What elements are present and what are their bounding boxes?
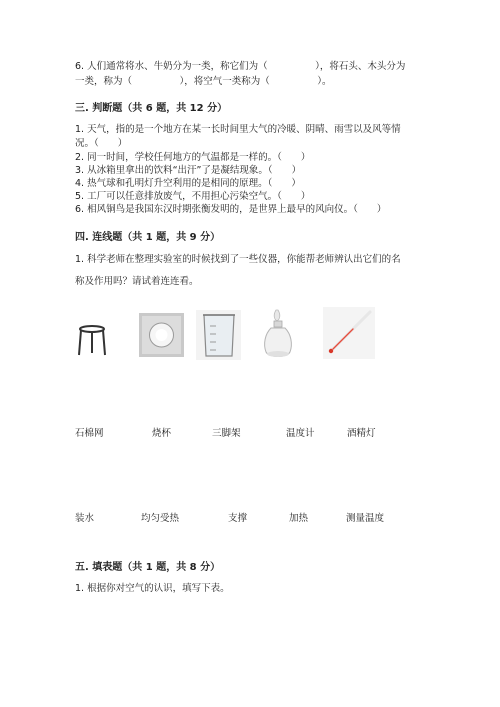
judge-item-1a: 1. 天气，指的是一个地方在某一长时间里大气的冷暖、阴晴、雨雪以及风等情 [75,124,401,135]
judge-item-5: 5. 工厂可以任意排放废气，不用担心污染空气。（ ） [75,191,311,202]
q6-line-2: 一类，称为（ ），将空气一类称为（ ）。 [75,76,332,87]
beaker-image [196,310,241,360]
use-support: 支撑 [228,513,248,524]
section-5-heading: 五. 填表题（共 1 题，共 8 分） [75,562,221,573]
tripod-stand-image [74,322,110,358]
q6-line-1: 6. 人们通常将水、牛奶分为一类，称它们为（ ），将石头、木头分为 [75,61,406,72]
section-4-heading: 四. 连线题（共 1 题，共 9 分） [75,232,221,243]
use-measure-temperature: 测量温度 [346,513,385,524]
judge-item-6: 6. 相风铜鸟是我国东汉时期张衡发明的，是世界上最早的风向仪。（ ） [75,204,387,215]
judge-item-4: 4. 热气球和孔明灯升空利用的是相同的原理。（ ） [75,178,301,189]
use-even-heating: 均匀受热 [141,513,180,524]
judge-item-1b: 况。（ ） [75,138,128,149]
instrument-name-alcohol-lamp: 酒精灯 [347,428,376,439]
judge-item-3: 3. 从冰箱里拿出的饮料“出汗”了是凝结现象。（ ） [75,165,302,176]
section-3-heading: 三. 判断题（共 6 题，共 12 分） [75,103,228,114]
instrument-name-tripod: 三脚架 [212,428,241,439]
instrument-name-asbestos-gauze: 石棉网 [75,428,104,439]
thermometer-image [323,307,375,359]
judge-item-2: 2. 同一时间，学校任何地方的气温都是一样的。（ ） [75,152,311,163]
matching-question-line-2: 称及作用吗？请试着连连看。 [75,276,199,287]
use-hold-water: 装水 [75,513,95,524]
use-heating: 加热 [289,513,309,524]
instrument-name-beaker: 烧杯 [152,428,172,439]
alcohol-lamp-image [262,308,294,360]
instrument-name-thermometer: 温度计 [286,428,315,439]
fill-table-question: 1. 根据你对空气的认识，填写下表。 [75,583,230,594]
matching-question-line-1: 1. 科学老师在整理实验室的时候找到了一些仪器，你能帮老师辨认出它们的名 [75,254,401,265]
asbestos-gauze-image [139,313,184,357]
